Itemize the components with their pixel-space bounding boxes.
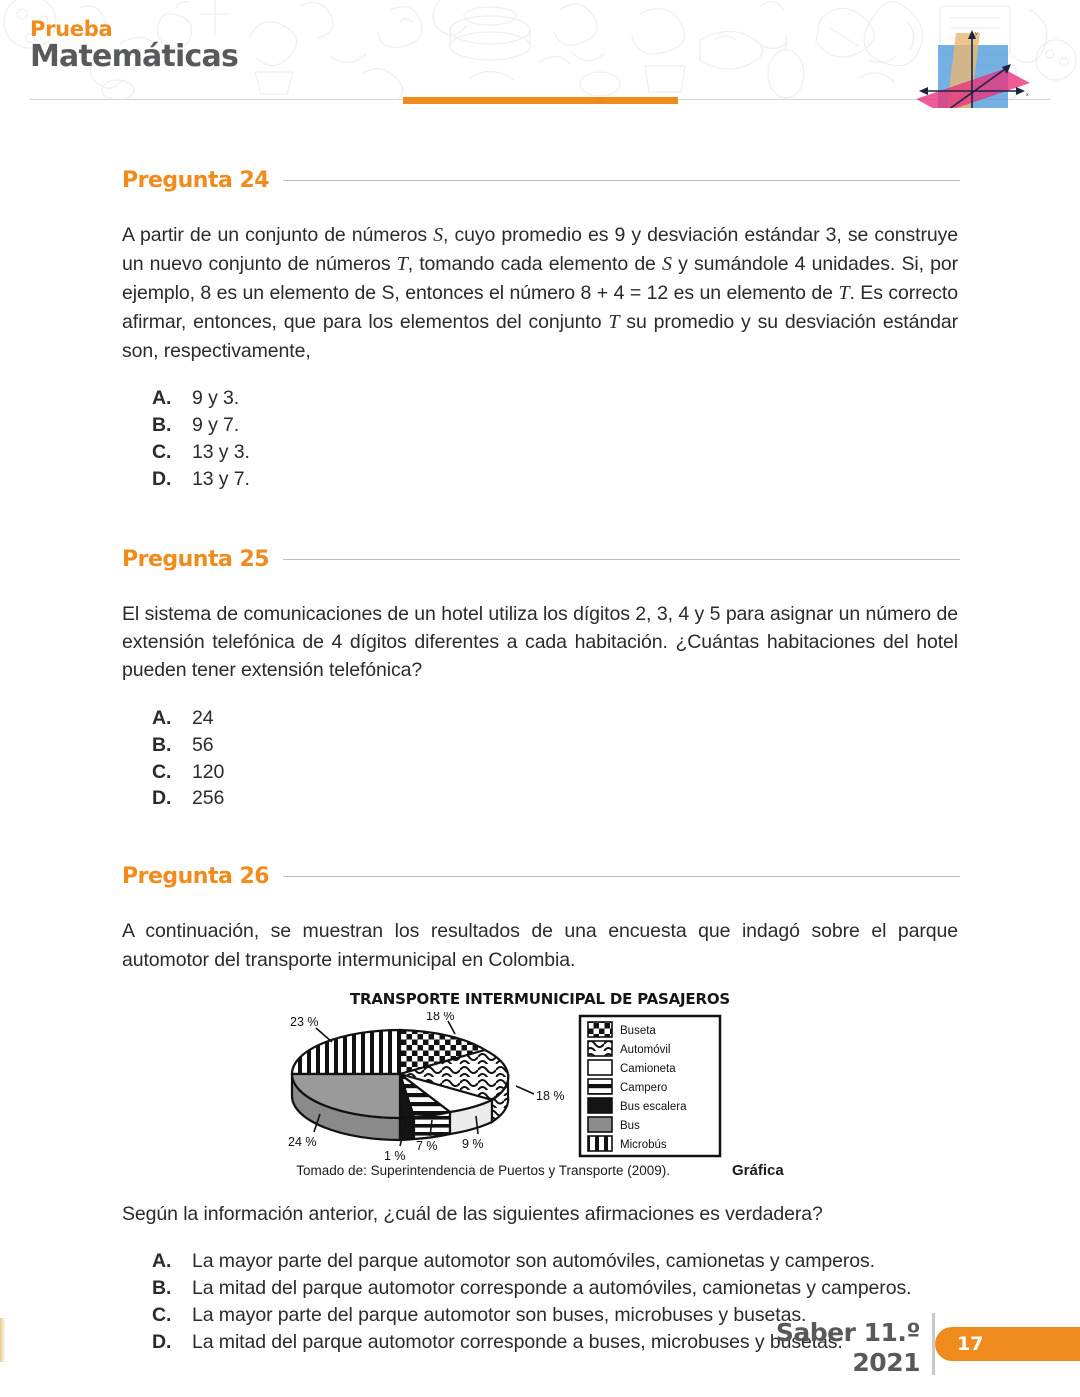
- legend-label-bus-escalera: Bus escalera: [620, 1100, 687, 1113]
- footer-exam-name: Saber 11.º: [775, 1318, 920, 1347]
- coordinate-planes-icon: y x z: [908, 25, 1038, 108]
- header-subject-title: Matemáticas: [30, 39, 238, 75]
- figure-transporte-intermunicipal: [0, 990, 1080, 1190]
- legend-label-buseta: Buseta: [620, 1024, 656, 1037]
- option-text: 13 y 3.: [192, 441, 250, 464]
- page-number-pill: [935, 1327, 1080, 1361]
- legend-swatch-bus: [588, 1117, 612, 1132]
- page-footer: [0, 1287, 1080, 1397]
- figure-credit-row: [0, 1162, 1080, 1179]
- question-26-followup: Según la información anterior, ¿cuál de las siguientes afirmaciones es verdadera?: [122, 1202, 823, 1225]
- chart-area: [280, 1012, 800, 1162]
- chart-title: TRANSPORTE INTERMUNICIPAL DE PASAJEROS: [350, 989, 730, 1008]
- legend-label-automovil: Automóvil: [620, 1043, 671, 1056]
- option-text: La mayor parte del parque automotor son buses, microbuses y busetas.: [192, 1303, 807, 1326]
- option-letter: A.: [152, 387, 172, 410]
- legend-swatch-camioneta: [588, 1060, 612, 1075]
- label-bus: 24 %: [288, 1134, 317, 1149]
- chart-source-text: Tomado de: Superintendencia de Puertos y Transporte (2009).: [296, 1162, 671, 1178]
- option-row[interactable]: [152, 732, 1080, 759]
- question-25-stem: El sistema de comunicaciones de un hotel utiliza los dígitos 2, 3, 4 y 5 para asignar un número de extensión telefónica de 4 dígitos diferentes a cada habitación. ¿Cuántas habitaciones del hotel pueden tener extensión telefónica?: [122, 602, 958, 682]
- header-kicker: Prueba: [30, 17, 113, 41]
- footer-exam-year: 2021: [852, 1347, 920, 1377]
- option-letter: B.: [152, 414, 172, 437]
- question-24-stem: A partir de un conjunto de números S, cuyo promedio es 9 y desviación estándar 3, se construye un nuevo conjunto de números T, tomando cada elemento de S y sumándole 4 unidades. Si, por ejemplo, 8 es un elemento de S, entonces el número 8 + 4 = 12 es un elemento de T. Es correcto afirmar, entonces, que para los elementos del conjunto T su promedio y su desviación estándar son, respectivamente,: [122, 224, 958, 362]
- legend-swatch-microbus: [588, 1136, 612, 1151]
- option-letter: D.: [152, 1330, 172, 1353]
- legend-swatch-campero: [588, 1079, 612, 1094]
- option-row[interactable]: [152, 785, 1080, 812]
- option-row[interactable]: [152, 412, 1080, 439]
- legend-swatch-bus-escalera: [588, 1098, 612, 1113]
- label-buseta: 18 %: [426, 1011, 455, 1023]
- page-number: 17: [957, 1333, 984, 1355]
- option-text: 9 y 3.: [192, 387, 240, 410]
- option-letter: B.: [152, 1277, 172, 1300]
- footer-exam-info: [776, 1318, 920, 1377]
- svg-text:x: x: [1026, 92, 1029, 98]
- legend-swatch-automovil: [588, 1041, 612, 1056]
- option-letter: C.: [152, 1303, 172, 1326]
- page-content: [0, 108, 1080, 1356]
- option-letter: C.: [152, 441, 172, 464]
- option-text: 56: [192, 733, 214, 756]
- option-letter: C.: [152, 760, 172, 783]
- label-bus-escalera: 1 %: [384, 1148, 406, 1162]
- option-text: 120: [192, 760, 225, 783]
- option-row[interactable]: [152, 759, 1080, 786]
- question-24-options: [0, 385, 1080, 493]
- option-text: La mitad del parque automotor corresponde a buses, microbuses y busetas.: [192, 1330, 843, 1353]
- figure-caption: Gráfica: [732, 1161, 784, 1179]
- question-26-stem: A continuación, se muestran los resultados de una encuesta que indagó sobre el parque automotor del transporte intermunicipal en Colombia.: [122, 920, 958, 971]
- question-26-rule: [283, 876, 960, 877]
- legend-label-camioneta: Camioneta: [620, 1062, 676, 1075]
- option-text: 9 y 7.: [192, 414, 240, 437]
- label-microbus: 23 %: [290, 1014, 319, 1029]
- question-25-header: [0, 547, 1080, 572]
- question-25-options: [0, 705, 1080, 813]
- legend-label-campero: Campero: [620, 1081, 668, 1094]
- svg-text:y: y: [975, 31, 978, 37]
- option-text: 24: [192, 706, 214, 729]
- option-letter: B.: [152, 733, 172, 756]
- option-row[interactable]: [152, 1248, 1080, 1275]
- option-row[interactable]: [152, 466, 1080, 493]
- option-text: 256: [192, 787, 225, 810]
- question-24-header: [0, 168, 1080, 193]
- option-letter: D.: [152, 787, 172, 810]
- legend-label-bus: Bus: [620, 1119, 640, 1132]
- option-row[interactable]: [152, 385, 1080, 412]
- header-title-group: [30, 18, 238, 73]
- header-accent-bar: [403, 97, 678, 104]
- option-letter: A.: [152, 706, 172, 729]
- option-letter: D.: [152, 467, 172, 490]
- question-26-label: Pregunta 26: [122, 864, 270, 890]
- option-row[interactable]: [152, 705, 1080, 732]
- legend-label-microbus: Microbús: [620, 1138, 667, 1151]
- pie-chart-3d: [280, 1012, 800, 1162]
- option-letter: A.: [152, 1250, 172, 1273]
- question-24: [0, 168, 1080, 493]
- label-campero: 7 %: [416, 1138, 438, 1153]
- pie-3d-body: [292, 1030, 508, 1140]
- legend-swatch-buseta: [588, 1022, 612, 1037]
- question-26-header: [0, 864, 1080, 889]
- question-26: [0, 864, 1080, 1355]
- option-row[interactable]: [152, 439, 1080, 466]
- question-24-rule: [283, 180, 960, 181]
- question-25: [0, 547, 1080, 812]
- question-25-rule: [283, 559, 960, 560]
- option-text: La mayor parte del parque automotor son automóviles, camionetas y camperos.: [192, 1250, 875, 1273]
- question-25-label: Pregunta 25: [122, 546, 270, 572]
- slice-top-microbus: [292, 1030, 400, 1074]
- label-automovil: 18 %: [536, 1088, 565, 1103]
- chart-legend: [580, 1016, 720, 1156]
- option-text: 13 y 7.: [192, 467, 250, 490]
- option-text: La mitad del parque automotor corresponde a automóviles, camionetas y camperos.: [192, 1277, 912, 1300]
- label-camioneta: 9 %: [462, 1136, 484, 1151]
- question-24-label: Pregunta 24: [122, 168, 270, 193]
- page-header: [0, 0, 1080, 126]
